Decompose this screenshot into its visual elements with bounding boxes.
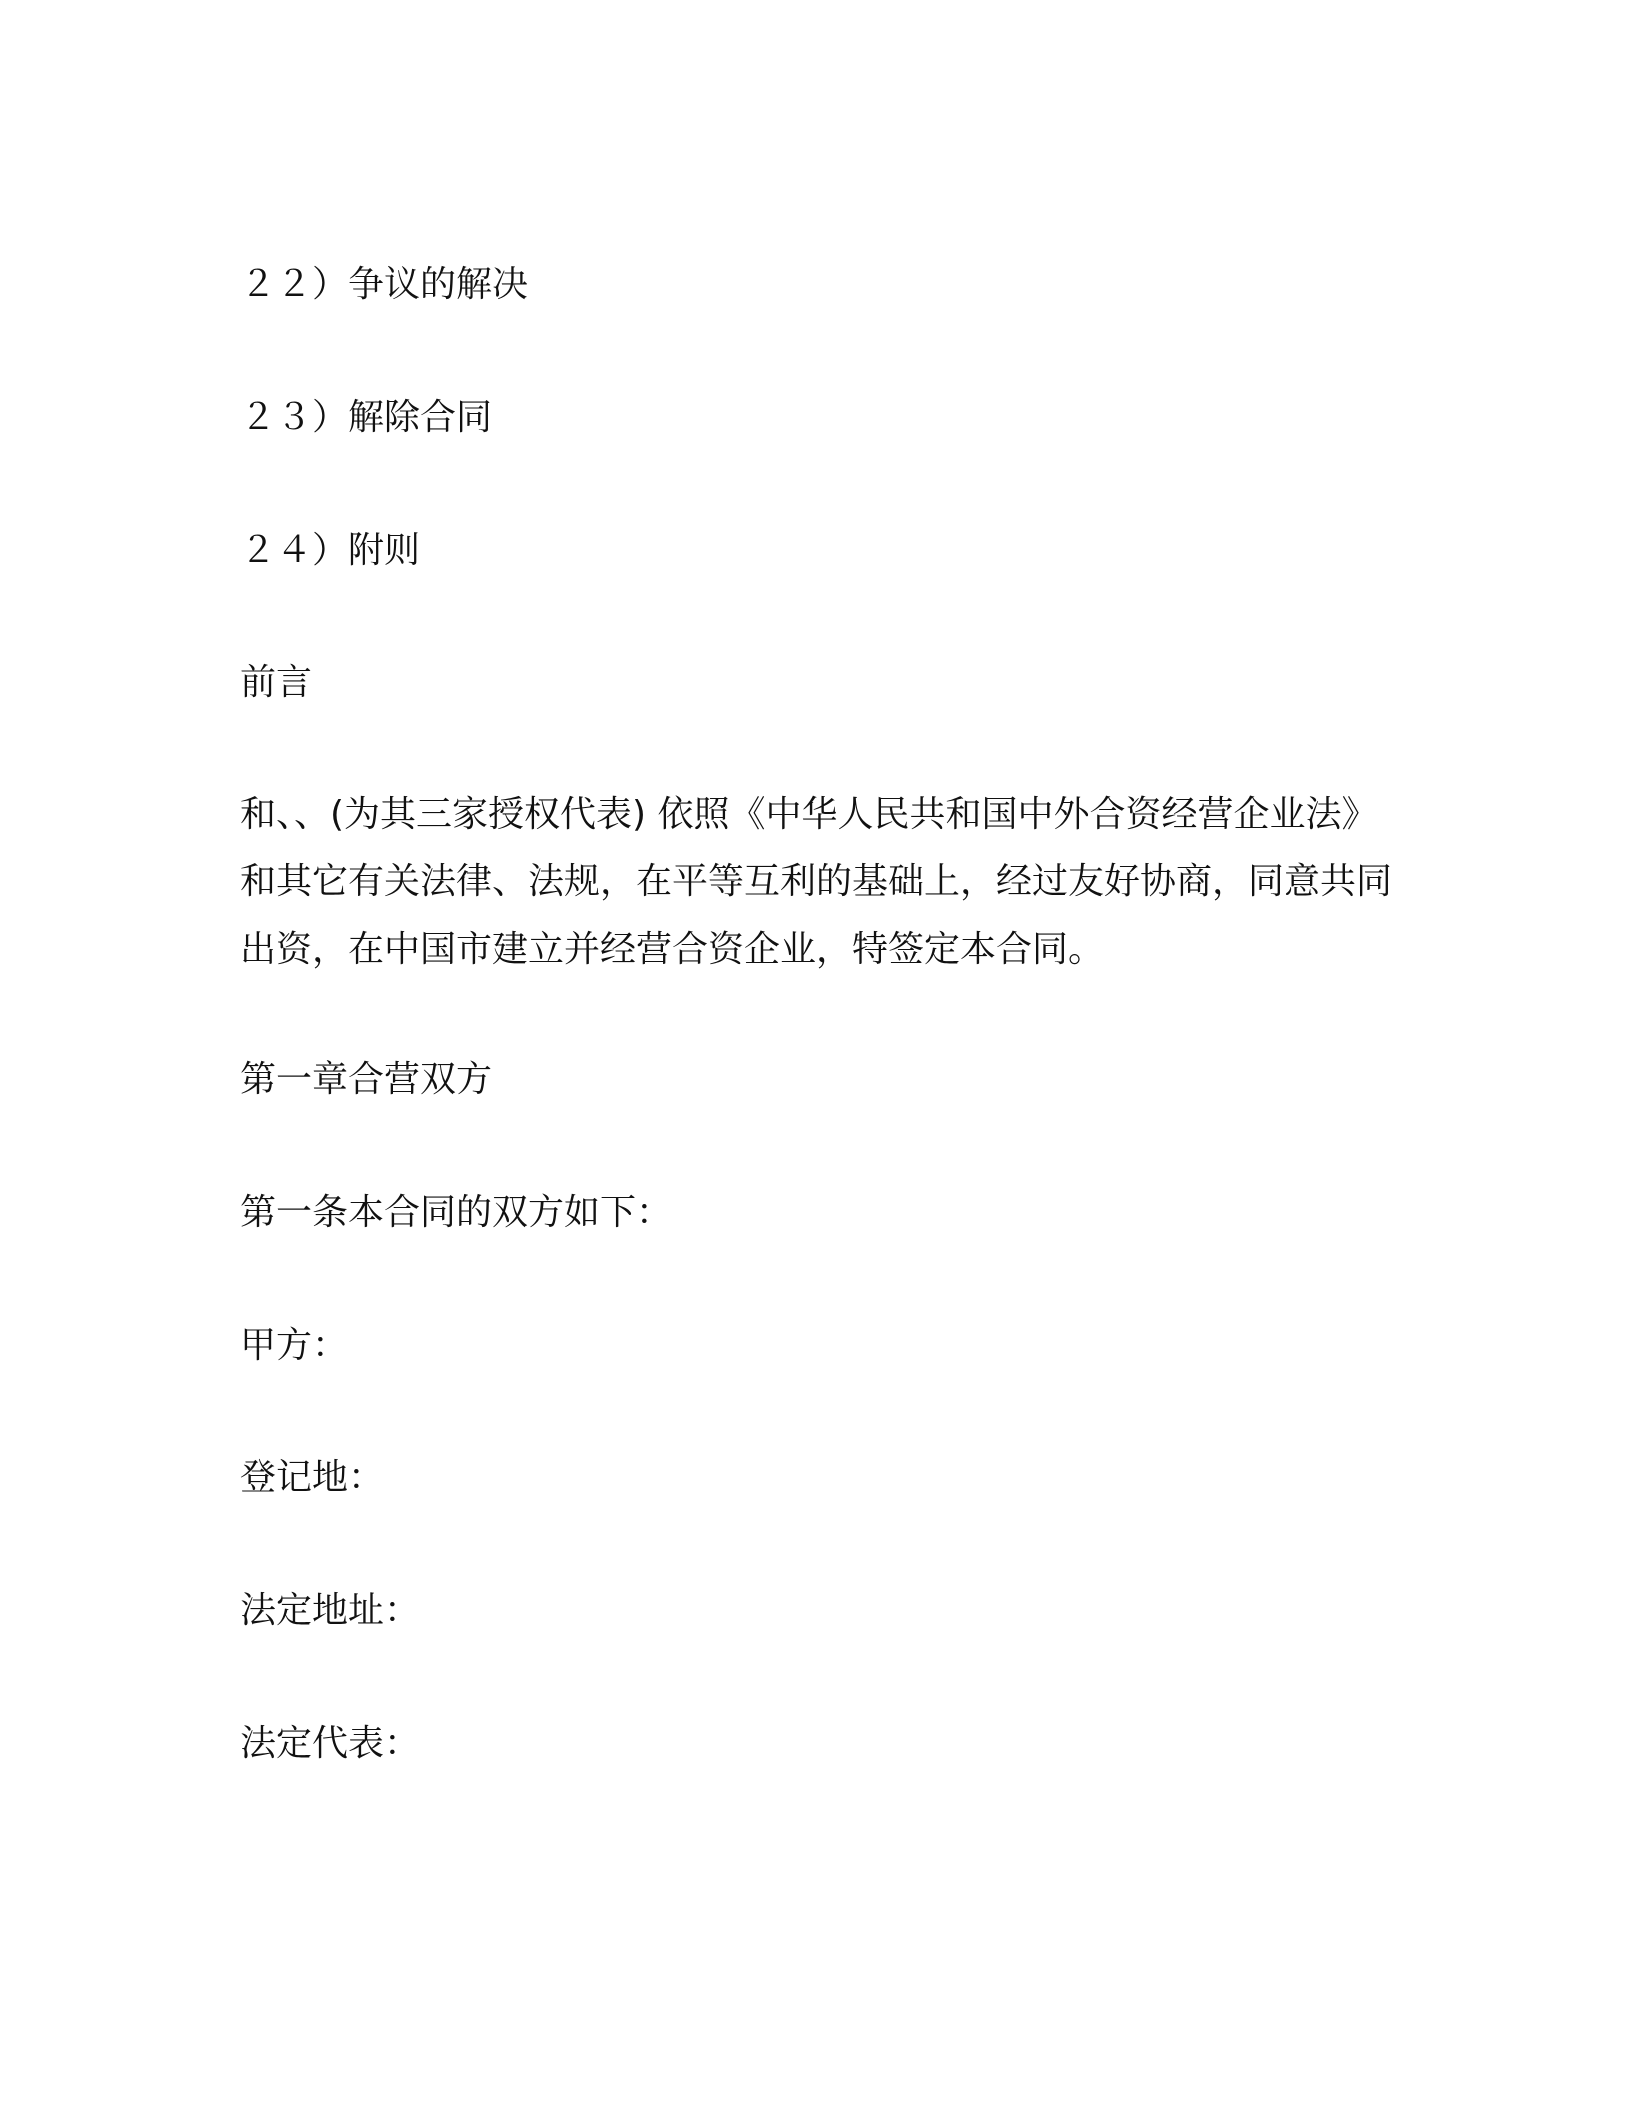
toc-item-24: ２４）附则 xyxy=(240,530,421,571)
legal-representative-field: 法定代表： xyxy=(240,1723,421,1764)
toc-item-23: ２３）解除合同 xyxy=(240,397,493,438)
toc-item-22: ２２）争议的解决 xyxy=(240,264,529,305)
preface-paragraph: 和、、(为其三家授权代表) 依照《中华人民共和国中外合资经营企业法》和其它有关法律、法规，在平等互利的基础上，经过友好协商，同意共同出资，在中国市建立并经营合资企业，特签定本合同。 xyxy=(240,794,1393,970)
legal-address-field: 法定地址： xyxy=(240,1590,421,1631)
preface-heading: 前言 xyxy=(240,662,313,703)
chapter-heading: 第一章合营双方 xyxy=(240,1059,493,1100)
registration-place-field: 登记地： xyxy=(240,1457,385,1498)
article-1: 第一条本合同的双方如下： xyxy=(240,1192,673,1233)
party-a-field: 甲方： xyxy=(240,1325,349,1366)
